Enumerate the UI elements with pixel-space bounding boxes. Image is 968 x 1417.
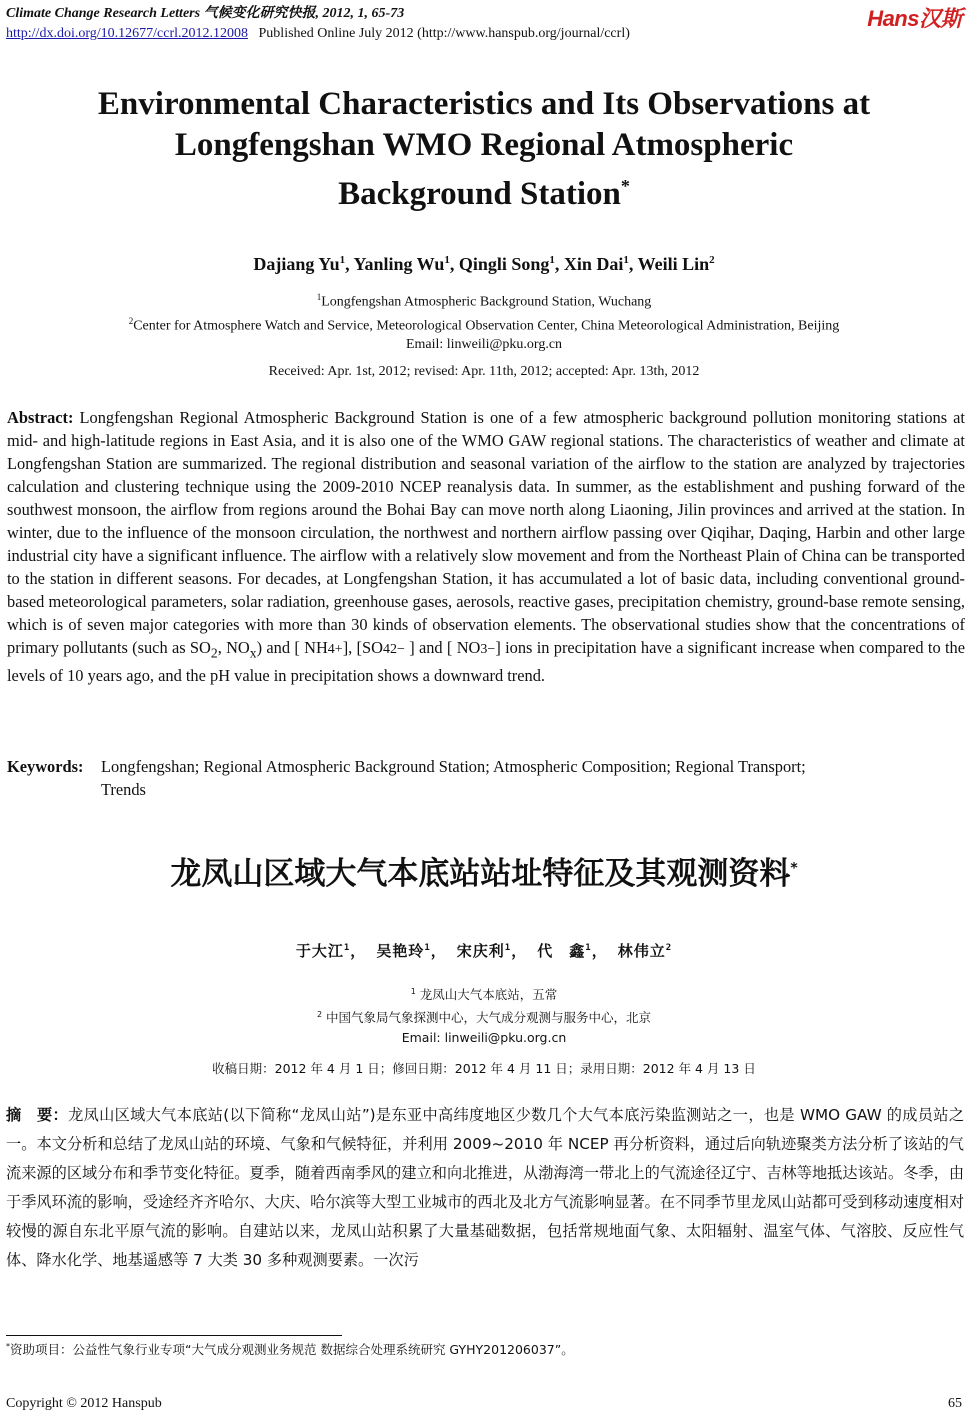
keywords-line: Trends [101,780,146,799]
received-dates: Received: Apr. 1st, 2012; revised: Apr. 11th, 2012; accepted: Apr. 13th, 2012 [268,364,700,379]
affil-num: 1 [316,292,322,302]
chinese-abstract [6,1101,964,1275]
ion-sub: 4 [327,641,335,657]
author-affil-ref: 1 [424,943,431,953]
author-affil-ref: 1 [339,254,346,266]
doi-line [6,24,630,44]
subscript: x [249,645,257,661]
ion-sup: 2− [389,641,405,657]
title-line-1: Environmental Characteristics and Its Observations at [97,86,871,122]
affiliations [0,288,968,354]
author: 于大江 [295,942,344,960]
ion-sup: + [334,641,343,657]
author-affil-ref: 2 [665,943,673,953]
journal-name: Climate Change Research Letters [6,6,201,21]
affil-num: 1 [410,987,416,996]
affiliation-2: 中国气象局气象探测中心，大气成分观测与服务中心，北京 [326,1010,652,1026]
ion-sub: 4 [382,641,390,657]
page-number: 65 [948,1396,962,1411]
ion-formula: NH [304,638,328,657]
chinese-author-list: 于大江$^1$， 吴艳玲$^1$， 宋庆利$^1$， 代 鑫$^1$， 林伟立$^2$ [295,942,673,960]
ion-formula: SO [362,638,383,657]
chinese-received-dates: 收稿日期：2012 年 4 月 1 日；修回日期：2012 年 4 月 11 日；录用日期：2012 年 4 月 13 日 [212,1061,756,1076]
footnote-divider [6,1335,342,1336]
subscript: 2 [210,645,218,661]
title-footnote-mark: * [790,860,798,877]
author-affil-ref: 1 [444,254,450,266]
ion-sulfate [362,638,405,657]
funding-footnote [6,1340,574,1358]
affiliation-1: 龙凤山大气本底站，五常 [419,987,558,1003]
abstract-text: ] ions in precipitation have a significant increase when compared to the levels of 10 years ago, and the pH value in precipitation shows a downward trend. [7,638,965,686]
english-title [0,84,968,215]
running-header [6,4,630,44]
english-keywords [7,755,965,801]
author-affil-ref: 1 [549,254,555,266]
title-footnote-mark: * [620,176,630,196]
title-line-2: Longfengshan WMO Regional Atmospheric [174,127,794,163]
abstract-label: 摘 要： [6,1106,69,1124]
abstract-text: ] and [ [409,638,453,657]
title-line-3: Background Station [338,176,621,212]
author: 林伟立 [617,942,666,960]
abstract-text: Longfengshan Regional Atmospheric Background Station is one of a few atmospheric background pollution monitoring stations at mid- and high-latitude regions in East Asia, and it is also one of the WMO GAW regional stations. The characteristics of weather and climate at Longfengshan Station are summarized. The regional distribution and seasonal variation of the airflow to the station are analyzed by trajectories calculation and clustering technique using the 2009-2010 NCEP reanalysis data. In summer, as the establishment and pushing forward of the southwest monsoon, the airflow from regions around the Bohai Bay can move north along Liaoning, Jilin provinces and arrived at the station. In winter, due to the influence of the monsoon circulation, the northwest and northern airflow passing over Qiqihar, Daqing, Harbin and other large industrial city have a significant influence. The airflow with a relatively slow movement and from the Northeast Plain of China can be transported to the station in different seasons. For decades, at Longfengshan Station, it has accumulated a lot of basic data, including conventional ground-based meteorological parameters, solar radiation, greenhouse gases, aerosols, reactive gases, precipitation chemistry, ground-base remote sensing, which is of seven major categories with more than 30 kinds of observation elements. The observational studies show that the concentrations of primary pollutants (such as SO [7,408,965,657]
affiliation-1: Longfengshan Atmospheric Background Station, Wuchang [321,294,652,310]
ion-sup: − [487,641,496,657]
published-info: Published Online July 2012 (http://www.hanspub.org/journal/ccrl) [258,26,630,41]
copyright: Copyright © 2012 Hanspub [6,1396,162,1411]
abstract-label: Abstract: [7,408,74,427]
author: 代 鑫 [537,942,586,960]
author-affil-ref: 1 [343,943,351,953]
doi-link[interactable]: http://dx.doi.org/10.12677/ccrl.2012.12008 [6,26,249,41]
abstract-text: , NO [217,638,250,657]
author-affil-ref: 1 [504,943,512,953]
abstract-text: 龙凤山区域大气本底站(以下简称“龙凤山站”)是东亚中高纬度地区少数几个大气本底污染监测站之一，也是 WMO GAW 的成员站之一。本文分析和总结了龙凤山站的环境、气象和气候特征，并利用 2009~2010 年 NCEP 再分析资料，通过后向轨迹聚类方法分析了该站的气流来源的区域分布和季节变化特征。夏季，随着西南季风的建立和向北推进，从渤海湾一带北上的气流途径辽宁、吉林等地抵达该站。冬季，由于季风环流的影响，受途经齐齐哈尔、大庆、哈尔滨等大型工业城市的西北及北方气流影响显著。在不同季节里龙凤山站都可受到移动速度相对较慢的源自东北平原气流的影响。自建站以来，龙凤山站积累了大量基础数据，包括常规地面气象、太阳辐射、温室气体、气溶胶、反应性气体、降水化学、地基遥感等 7 大类 30 多种观测要素。一次污 [6,1106,965,1269]
author-affil-ref: 2 [709,254,715,266]
author-affil-ref: 1 [585,943,592,953]
affiliation-2: Center for Atmosphere Watch and Service, Meteorological Observation Center, China Meteorological Administration, Beijing [133,318,840,334]
keywords-text [101,755,806,801]
footnote-mark: * [6,1341,10,1351]
ion-formula: NO [456,638,481,657]
page-footer [6,1396,962,1412]
footnote-text: 资助项目：公益性气象行业专项“大气成分观测业务规范 数据综合处理系统研究 GYHY201206037”。 [10,1342,574,1357]
affil-num: 2 [128,315,134,326]
chinese-affiliations [0,982,968,1048]
author: 吴艳玲 [376,942,425,960]
author: Dajiang Yu [253,254,340,274]
author: Yanling Wu [353,254,445,274]
ion-nitrate [457,638,496,657]
author: Qingli Song [458,254,550,274]
keywords-label: Keywords: [7,757,84,776]
hanspub-logo: Hans汉斯 [867,6,962,31]
ion-sub: 3 [480,641,488,657]
author-affil-ref: 1 [623,254,629,266]
journal-line [6,4,630,24]
email: Email: linweili@pku.org.cn [401,1030,567,1046]
email: Email: linweili@pku.org.cn [405,337,563,353]
keywords-line: Longfengshan; Regional Atmospheric Background Station; Atmospheric Composition; Regional Transport; [101,757,806,776]
chinese-title [0,848,968,893]
affil-num: 2 [316,1010,323,1020]
abstract-text: ) and [ [256,638,300,657]
english-abstract [7,406,965,687]
author: 宋庆利 [456,942,505,960]
author: Xin Dai [563,254,624,274]
chinese-title-text: 龙凤山区域大气本底站站址特征及其观测资料 [170,856,791,892]
ion-ammonium [304,638,343,657]
abstract-text: ], [ [342,638,363,657]
author: Weili Lin [637,254,710,274]
author-list: Dajiang Yu$^1$, Yanling Wu$^1$, Qingli Song$^1$, Xin Dai$^1$, Weili Lin$^2$ [253,254,715,274]
journal-name-cn: 气候变化研究快报, 2012, 1, 65-73 [203,6,405,21]
